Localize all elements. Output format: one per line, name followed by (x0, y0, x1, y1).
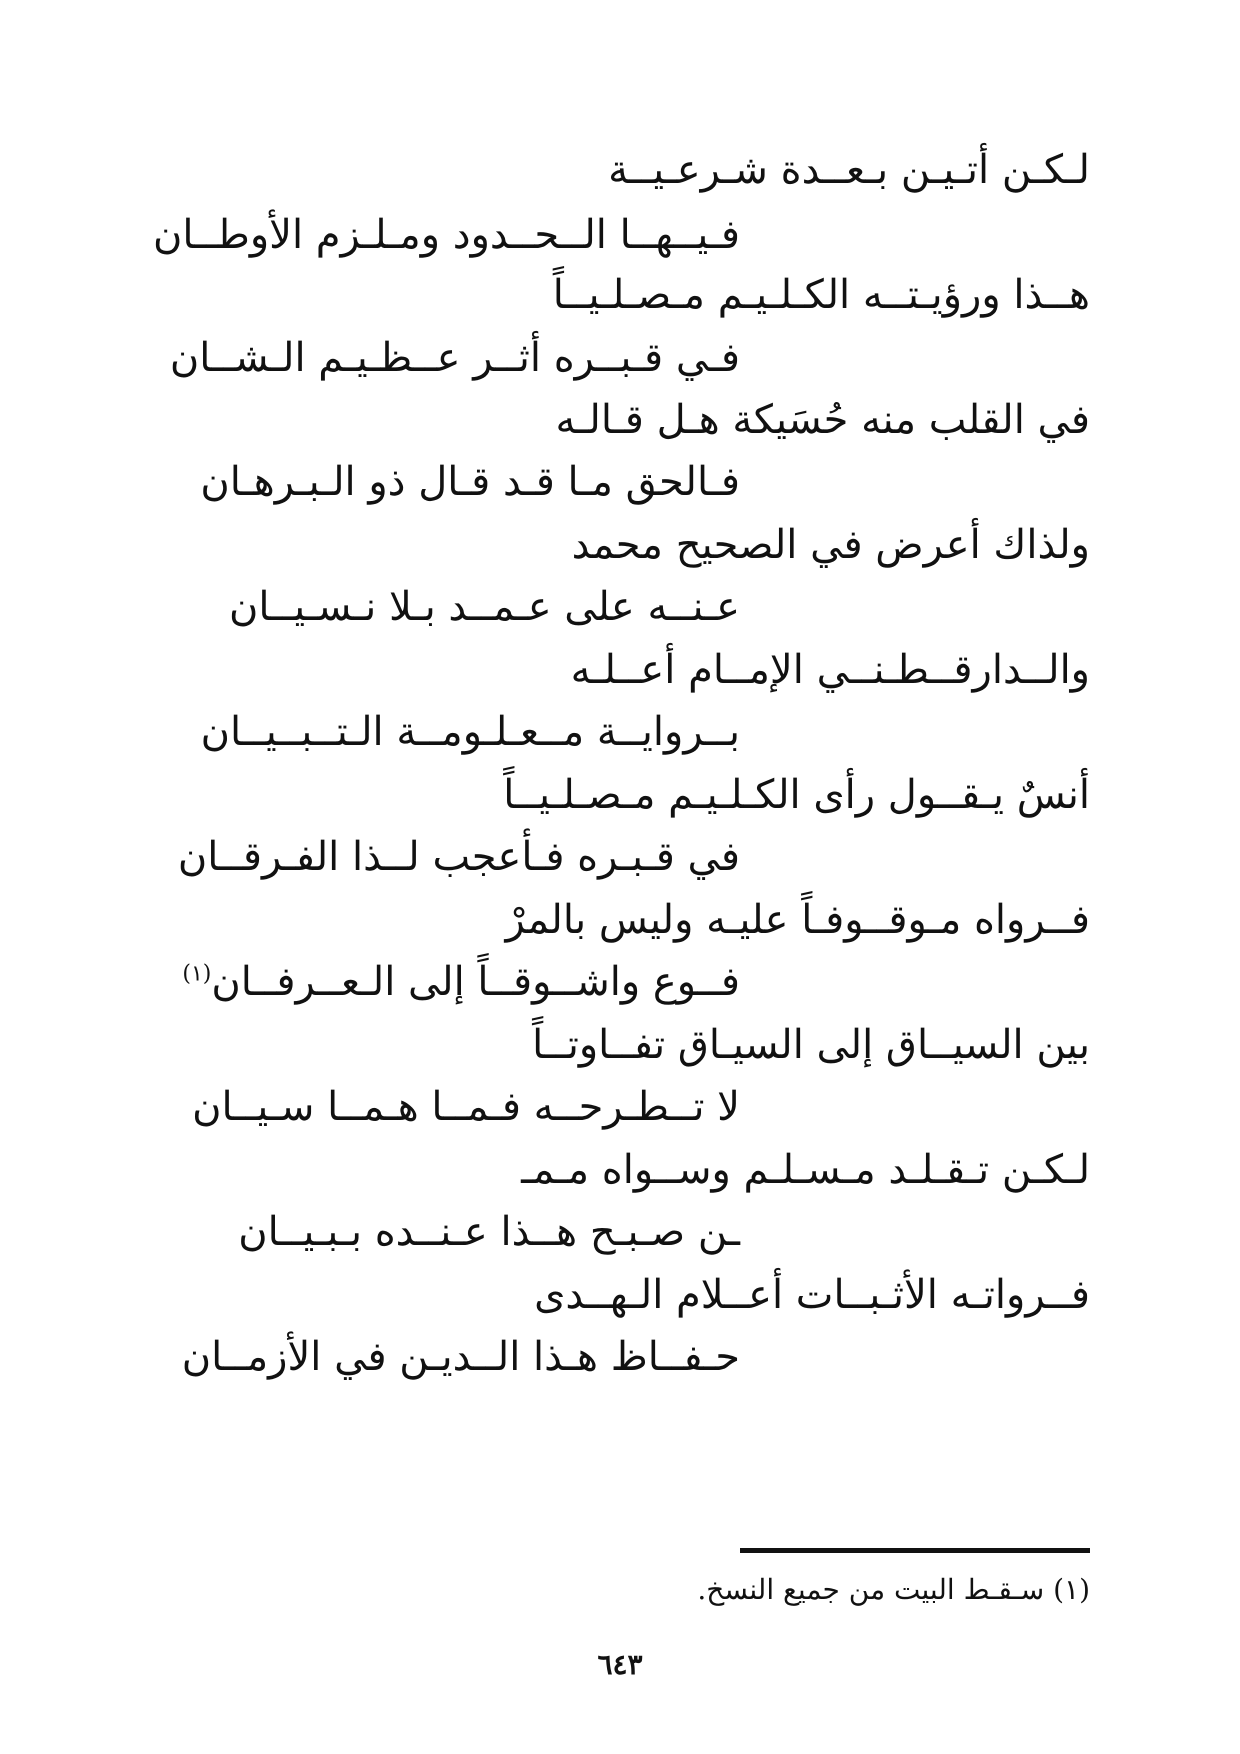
verse-line-with-footnote (182, 952, 740, 1012)
verse-line: والــدارقــطـنــي الإمــام أعــلـه (570, 647, 1090, 693)
footnote-ref-marker: (١) (182, 961, 212, 987)
verse-line: أنسٌ يـقــول رأى الكـلـيـم مـصـلـيــاً (503, 772, 1090, 818)
verse-line: فـي قـبــره أثــر عــظـيـم الـشــان (169, 335, 740, 381)
verse-line: بــروايــة مــعـلـومــة الـتــبــيــان (200, 709, 740, 755)
verse-line: فـيــهــا الــحــدود ومـلـزم الأوطــان (152, 212, 740, 258)
page-number: ٦٤٣ (597, 1648, 643, 1681)
verse-text: فــوع واشــوقــاً إلى الـعــرفــان (211, 959, 740, 1005)
verse-line: ـن صـبـح هــذا عـنــده بـبـيــان (238, 1209, 740, 1255)
verse-line: لـكـن تـقـلـد مـسـلـم وســواه مـمـ (521, 1147, 1090, 1193)
footnote-divider (740, 1548, 1090, 1553)
verse-line: فــرواه مـوقــوفـاً عليـه وليس بالمرْ (505, 897, 1090, 943)
verse-line: بين السيــاق إلى السيـاق تفــاوتــاً (532, 1022, 1090, 1068)
verse-line: ولذاك أعرض في الصحيح محمد (571, 522, 1090, 568)
footnote-text: (١) سـقـط البيت من جميع النسخ. (697, 1573, 1090, 1606)
verse-line: فـالحق مـا قـد قـال ذو الـبـرهـان (200, 459, 740, 505)
verse-line: لا تــطـرحــه فـمــا هـمــا سـيــان (192, 1084, 740, 1130)
verse-line: في قـبـره فـأعجب لــذا الفـرقــان (177, 834, 740, 880)
verse-line: عـنــه على عـمــد بـلا نـسـيــان (228, 584, 740, 630)
verse-line: حـفــاظ هـذا الــديـن في الأزمــان (181, 1334, 740, 1380)
verse-line: فــرواتـه الأثـبــات أعــلام الـهــدى (534, 1272, 1090, 1318)
verse-line: هــذا ورؤيـتــه الكـلـيـم مـصـلـيــاً (552, 272, 1090, 318)
verse-line: في القلب منه حُسَيكة هـل قـالـه (555, 397, 1090, 443)
verse-line: لـكـن أتـيـن بـعــدة شـرعـيــة (608, 147, 1090, 193)
